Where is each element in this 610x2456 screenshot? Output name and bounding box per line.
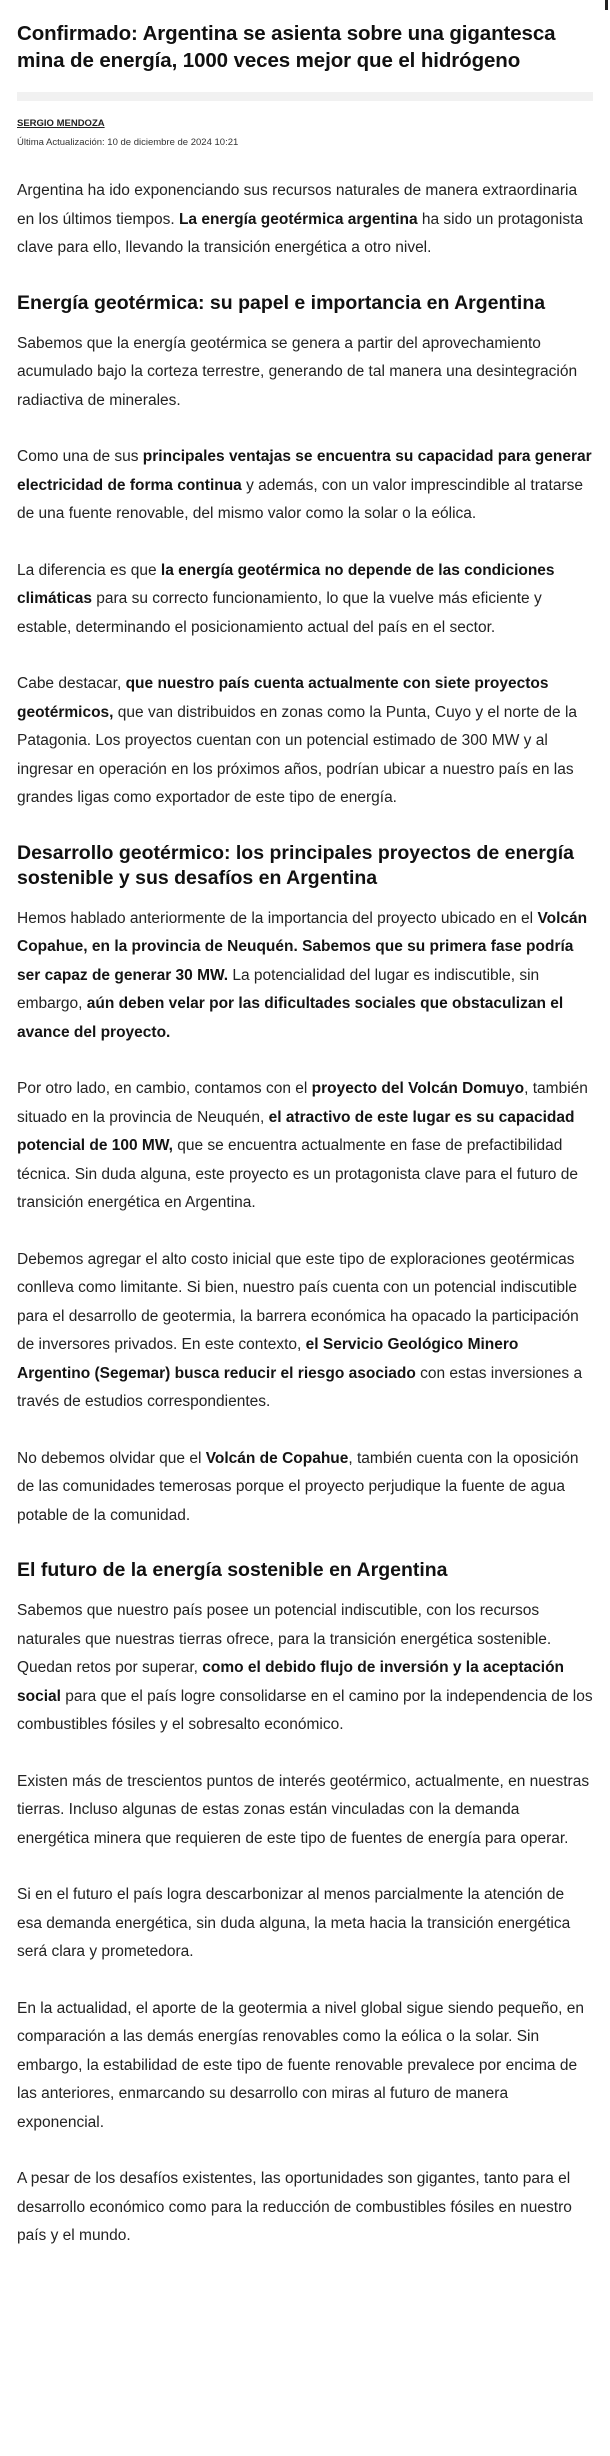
text-run: y además, con un valor imprescindible al tratarse de una fuente renovable, del mismo valor como la solar o la eólica. <box>17 476 583 522</box>
paragraph <box>17 1881 593 1967</box>
bold-text: Volcán de Copahue <box>205 1449 349 1467</box>
byline <box>17 113 593 148</box>
text-run: Hemos hablado anteriormente de la importancia del proyecto ubicado en el <box>17 909 538 927</box>
text-run: Como una de sus <box>17 448 143 465</box>
bold-text: que nuestro país cuenta actualmente con siete proyectos geotérmicos, <box>17 675 549 721</box>
text-run: La potencialidad del lugar es indiscutible, sin embargo, <box>17 966 540 1012</box>
text-run: ha sido un protagonista clave para ello, llevando la transición energética a otro nivel. <box>17 210 584 256</box>
paragraph <box>17 1597 593 1740</box>
paragraph <box>17 905 593 1048</box>
paragraph <box>17 670 593 813</box>
paragraph <box>17 330 593 416</box>
text-run: Argentina ha ido exponenciando sus recursos naturales de manera extraordinaria en los últimos tiempos. <box>17 182 578 228</box>
section-heading: Desarrollo geotérmico: los principales proyectos de energía sostenible y sus desafíos en Argentina <box>17 841 575 889</box>
text-run: Sabemos que nuestro país posee un potencial indiscutible, con los recursos naturales que nuestras tierras ofrece, para la transición energética sostenible. Quedan retos por superar, <box>17 1602 552 1676</box>
bold-text: la energía geotérmica no depende de las condiciones climáticas <box>17 561 555 607</box>
paragraph <box>17 1768 593 1854</box>
paragraph <box>17 177 593 263</box>
section-heading: El futuro de la energía sostenible en Argentina <box>17 1559 448 1581</box>
text-run: Debemos agregar el alto costo inicial que este tipo de exploraciones geotérmicas conlleva como limitante. Si bien, nuestro país cuenta con un potencial indiscutible para el desarrollo de geotermia, la barrera económica ha opacado la participación de inversores privados. En este contexto, <box>17 1250 579 1353</box>
author-link[interactable]: SERGIO MENDOZA <box>17 118 105 129</box>
paragraph <box>17 1075 593 1218</box>
divider-strip <box>17 92 593 101</box>
bold-text: como el debido flujo de inversión y la aceptación social <box>17 1659 565 1705</box>
last-updated: Última Actualización: 10 de diciembre de 2024 10:21 <box>17 137 239 148</box>
text-run: Existen más de trescientos puntos de interés geotérmico, actualmente, en nuestras tierras. Incluso algunas de estas zonas están vinculadas con la demanda energética minera que requieren de este tipo de fuentes de energía para operar. <box>17 1772 590 1847</box>
text-run: Sabemos que la energía geotérmica se genera a partir del aprovechamiento acumulado bajo la corteza terrestre, generando de tal manera una desintegración radiactiva de minerales. <box>17 334 578 409</box>
text-run: , también situado en la provincia de Neuquén, <box>17 1080 588 1126</box>
paragraph <box>17 557 593 643</box>
bold-text: aún deben velar por las dificultades sociales que obstaculizan el avance del proyecto. <box>17 995 564 1041</box>
article-body <box>17 177 593 2251</box>
bold-text: La energía geotérmica argentina <box>178 210 418 228</box>
paragraph <box>17 443 593 529</box>
text-run: La diferencia es que <box>17 561 161 579</box>
text-run: En la actualidad, el aporte de la geotermia a nivel global sigue siendo pequeño, en comparación a las demás energías renovables como la eólica o la solar. Sin embargo, la estabilidad de este tipo de fuente renovable prevalece por encima de las anteriores, enmarcando su desarrollo con miras al futuro de manera exponencial. <box>17 1999 585 2131</box>
text-run: que se encuentra actualmente en fase de prefactibilidad técnica. Sin duda alguna, este proyecto es un protagonista clave para el futuro de transición energética en Argentina. <box>17 1137 578 1211</box>
text-run: Si en el futuro el país logra descarbonizar al menos parcialmente la atención de esa demanda energética, sin duda alguna, la meta hacia la transición energética será clara y prometedora. <box>17 1886 571 1960</box>
text-run: A pesar de los desafíos existentes, las oportunidades son gigantes, tanto para el desarrollo económico como para la reducción de combustibles fósiles en nuestro país y el mundo. <box>17 2170 572 2244</box>
paragraph <box>17 1995 593 2138</box>
section-heading: Energía geotérmica: su papel e importancia en Argentina <box>17 291 546 314</box>
paragraph <box>17 1246 593 1417</box>
text-run: No debemos olvidar que el <box>17 1449 206 1467</box>
text-run: con estas inversiones a través de estudios correspondientes. <box>17 1364 583 1410</box>
text-run: para su correcto funcionamiento, lo que la vuelve más eficiente y estable, determinando el posicionamiento actual del país en el sector. <box>17 590 542 636</box>
text-run: Cabe destacar, <box>17 675 126 692</box>
text-run: , también cuenta con la oposición de las comunidades temerosas porque el proyecto perjudique la fuente de agua potable de la comunidad. <box>17 1449 579 1524</box>
bold-text: principales ventajas se encuentra su capacidad para generar electricidad de forma continua <box>17 448 592 494</box>
bold-text: el Servicio Geológico Minero Argentino (Segemar) busca reducir el riesgo asociado <box>17 1336 519 1382</box>
paragraph <box>17 2165 593 2251</box>
bold-text: Volcán Copahue, en la provincia de Neuquén. Sabemos que su primera fase podría ser capaz de generar 30 MW. <box>17 909 588 984</box>
text-run: para que el país logre consolidarse en el camino por la independencia de los combustibles fósiles y el sobresalto económico. <box>17 1687 593 1733</box>
bold-text: proyecto del Volcán Domuyo <box>311 1080 525 1097</box>
text-run: Por otro lado, en cambio, contamos con el <box>17 1080 312 1097</box>
article-headline: Confirmado: Argentina se asienta sobre una gigantesca mina de energía, 1000 veces mejor que el hidrógeno <box>17 22 556 72</box>
scroll-indicator[interactable] <box>605 0 608 10</box>
bold-text: el atractivo de este lugar es su capacidad potencial de 100 MW, <box>17 1108 575 1154</box>
text-run: que van distribuidos en zonas como la Punta, Cuyo y el norte de la Patagonia. Los proyectos cuentan con un potencial estimado de 300 MW y al ingresar en operación en los próximos años, podrían ubicar a nuestro país en las grandes ligas como exportador de este tipo de energía. <box>17 703 578 806</box>
paragraph <box>17 1445 593 1531</box>
